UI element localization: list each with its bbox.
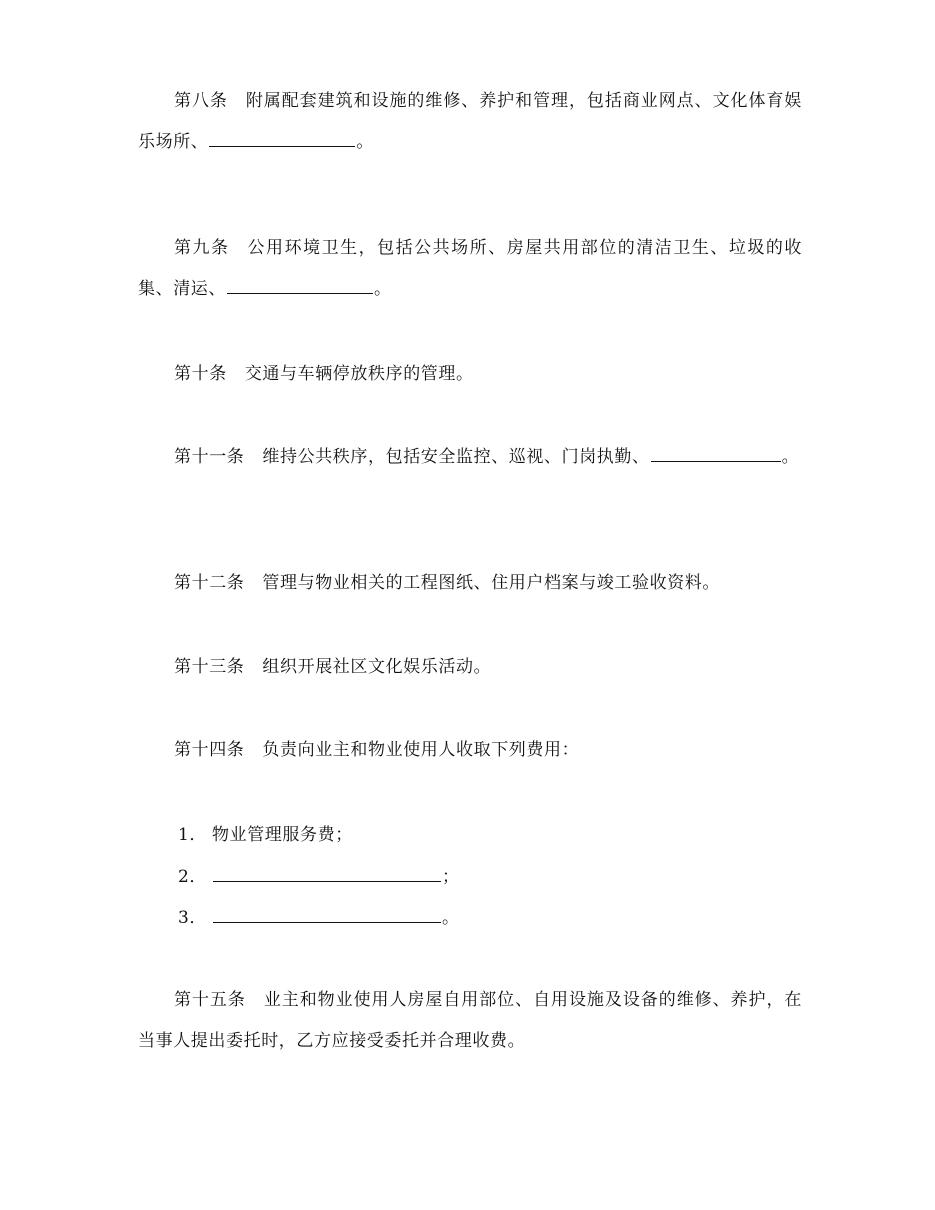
fee-item-text: 。 — [442, 908, 460, 928]
fill-in-blank[interactable] — [209, 131, 355, 147]
article-text: 公用环境卫生，包括公共场所、房屋共用部位的清洁卫生、垃圾的收集、清运、 — [138, 238, 802, 299]
fill-in-blank[interactable] — [651, 446, 781, 462]
fee-item-number: 2． — [178, 867, 208, 887]
article-10 — [138, 354, 802, 395]
article-text: 附属配套建筑和设施的维修、养护和管理，包括商业网点、文化体育娱乐场所、 — [138, 91, 802, 152]
article-number: 第十条 — [174, 364, 227, 384]
fee-item-text: 物业管理服务费； — [212, 825, 353, 845]
fill-in-blank[interactable] — [213, 866, 441, 882]
fee-item-number: 3． — [178, 908, 208, 928]
article-8 — [138, 81, 802, 163]
fee-item-1 — [178, 823, 353, 847]
fill-in-blank[interactable] — [227, 278, 373, 294]
fee-item-text: ； — [442, 867, 460, 887]
article-text: 负责向业主和物业使用人收取下列费用： — [262, 740, 580, 760]
article-14 — [138, 730, 802, 771]
fill-in-blank[interactable] — [213, 907, 441, 923]
article-number: 第十二条 — [174, 573, 245, 593]
article-15 — [138, 980, 802, 1062]
fee-item-3 — [178, 906, 460, 930]
article-9 — [138, 228, 802, 310]
article-number: 第十五条 — [174, 990, 246, 1010]
article-text: 维持公共秩序，包括安全监控、巡视、门岗执勤、 — [262, 447, 650, 467]
article-text: 交通与车辆停放秩序的管理。 — [244, 364, 474, 384]
article-text: 管理与物业相关的工程图纸、住用户档案与竣工验收资料。 — [262, 573, 721, 593]
article-text-end: 。 — [374, 279, 392, 299]
article-13 — [138, 647, 802, 688]
article-11 — [138, 437, 802, 478]
article-number: 第九条 — [174, 238, 230, 258]
article-number: 第十一条 — [174, 447, 245, 467]
article-12 — [138, 563, 802, 604]
article-number: 第十三条 — [174, 657, 245, 677]
article-text: 组织开展社区文化娱乐活动。 — [262, 657, 492, 677]
article-number: 第十四条 — [174, 740, 245, 760]
fee-item-number: 1． — [178, 825, 208, 845]
article-text: 业主和物业使用人房屋自用部位、自用设施及设备的维修、养护，在当事人提出委托时，乙方应接受委托并合理收费。 — [138, 990, 802, 1051]
article-text-end: 。 — [356, 132, 375, 152]
article-number: 第八条 — [174, 91, 228, 111]
article-text-end: 。 — [781, 447, 800, 467]
fee-item-2 — [178, 865, 460, 889]
